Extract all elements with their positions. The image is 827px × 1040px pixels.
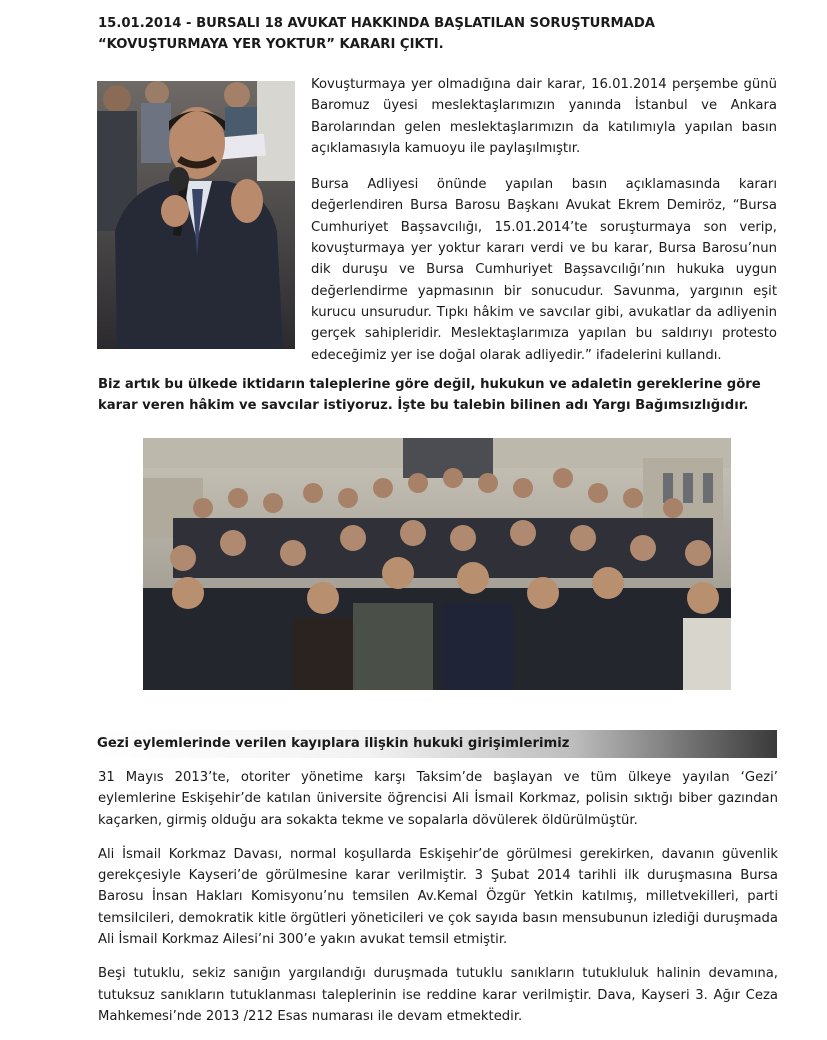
article-title <box>98 13 778 55</box>
section-title: Gezi eylemlerinde verilen kayıplara ilişkin hukuki girişimlerimiz <box>97 736 570 751</box>
section-paragraph-2: Ali İsmail Korkmaz Davası, normal koşullarda Eskişehir’de görülmesi gerekirken, davanın güvenlik gerekçesiyle Kayseri’de görülmesine karar verilmiştir. 3 Şubat 2014 tarihli ilk duruşmasına Bursa Barosu İnsan Hakları Komisyonu’nu temsilen Av.Kemal Özgür Yetkin katılmış, milletvekilleri, parti temsilcileri, demokratik kitle örgütleri yöneticileri ve çok sayıda basın mensubunun izlediği duruşmada Ali İsmail Korkmaz Ailesi’ni 300’e yakın avukat temsil etmiştir. <box>98 846 778 948</box>
article-title-line-2: “KOVUŞTURMAYA YER YOKTUR” KARARI ÇIKTI. <box>98 37 444 52</box>
intro-paragraph-1: Kovuşturmaya yer olmadığına dair karar, 16.01.2014 perşembe günü Baromuz üyesi meslektaşlarımızın yanında İstanbul ve Ankara Barolarından gelen meslektaşlarımızın da katılımıyla yapılan basın açıklamasıyla kamuoyu ile paylaşılmıştır. <box>311 77 777 156</box>
highlight-statement: Biz artık bu ülkede iktidarın taleplerine göre değil, hukukun ve adaletin gereklerine göre karar veren hâkim ve savcılar istiyoruz. İşte bu talebin bilinen adı Yargı Bağımsızlığıdır. <box>98 377 761 413</box>
section-paragraph-1: 31 Mayıs 2013’te, otoriter yönetime karşı Taksim’de başlayan ve tüm ülkeye yayılan ‘Gezi’ eylemlerine Eskişehir’de katılan üniversite öğrencisi Ali İsmail Korkmaz, polisin sıktığı biber gazından kaçarken, girmiş olduğu ara sokakta tekme ve sopalarla dövülerek öldürülmüştür. <box>98 770 778 828</box>
speaker-photo <box>97 81 295 349</box>
group-photo <box>143 438 731 690</box>
intro-text <box>311 74 777 381</box>
section-body <box>98 767 778 1040</box>
section-header-bar <box>97 730 777 758</box>
intro-paragraph-2: Bursa Adliyesi önünde yapılan basın açıklamasında kararı değerlendiren Bursa Barosu Başkanı Avukat Ekrem Demiröz, “Bursa Cumhuriyet Başsavcılığı, 15.01.2014’te soruşturmaya son verip, kovuşturmaya yer yoktur kararı verdi ve bu karar, Bursa Barosu’nun dik duruşu ve Bursa Cumhuriyet Başsavcılığı’nın hukuka uygun değerlendirme yapmasının bir sonucudur. Savunma, yargının eşit kurucu unsurudur. Tıpkı hâkim ve savcılar gibi, avukatlar da adliyenin gerçek sahipleridir. Meslektaşlarımıza yapılan bu saldırıyı protesto edeceğimiz yer ise doğal olarak adliyedir.” ifadelerini kullandı. <box>311 177 777 363</box>
article-title-line-1: 15.01.2014 - BURSALI 18 AVUKAT HAKKINDA BAŞLATILAN SORUŞTURMADA <box>98 16 656 31</box>
section-paragraph-3: Beşi tutuklu, sekiz sanığın yargılandığı duruşmada tutuklu sanıkların tutukluluk halinin devamına, tutuksuz sanıkların tutuklanması taleplerinin ise reddine karar verilmiştir. Dava, Kayseri 3. Ağır Ceza Mahkemesi’nde 2013 /212 Esas numarası ile devam etmektedir. <box>98 966 778 1024</box>
